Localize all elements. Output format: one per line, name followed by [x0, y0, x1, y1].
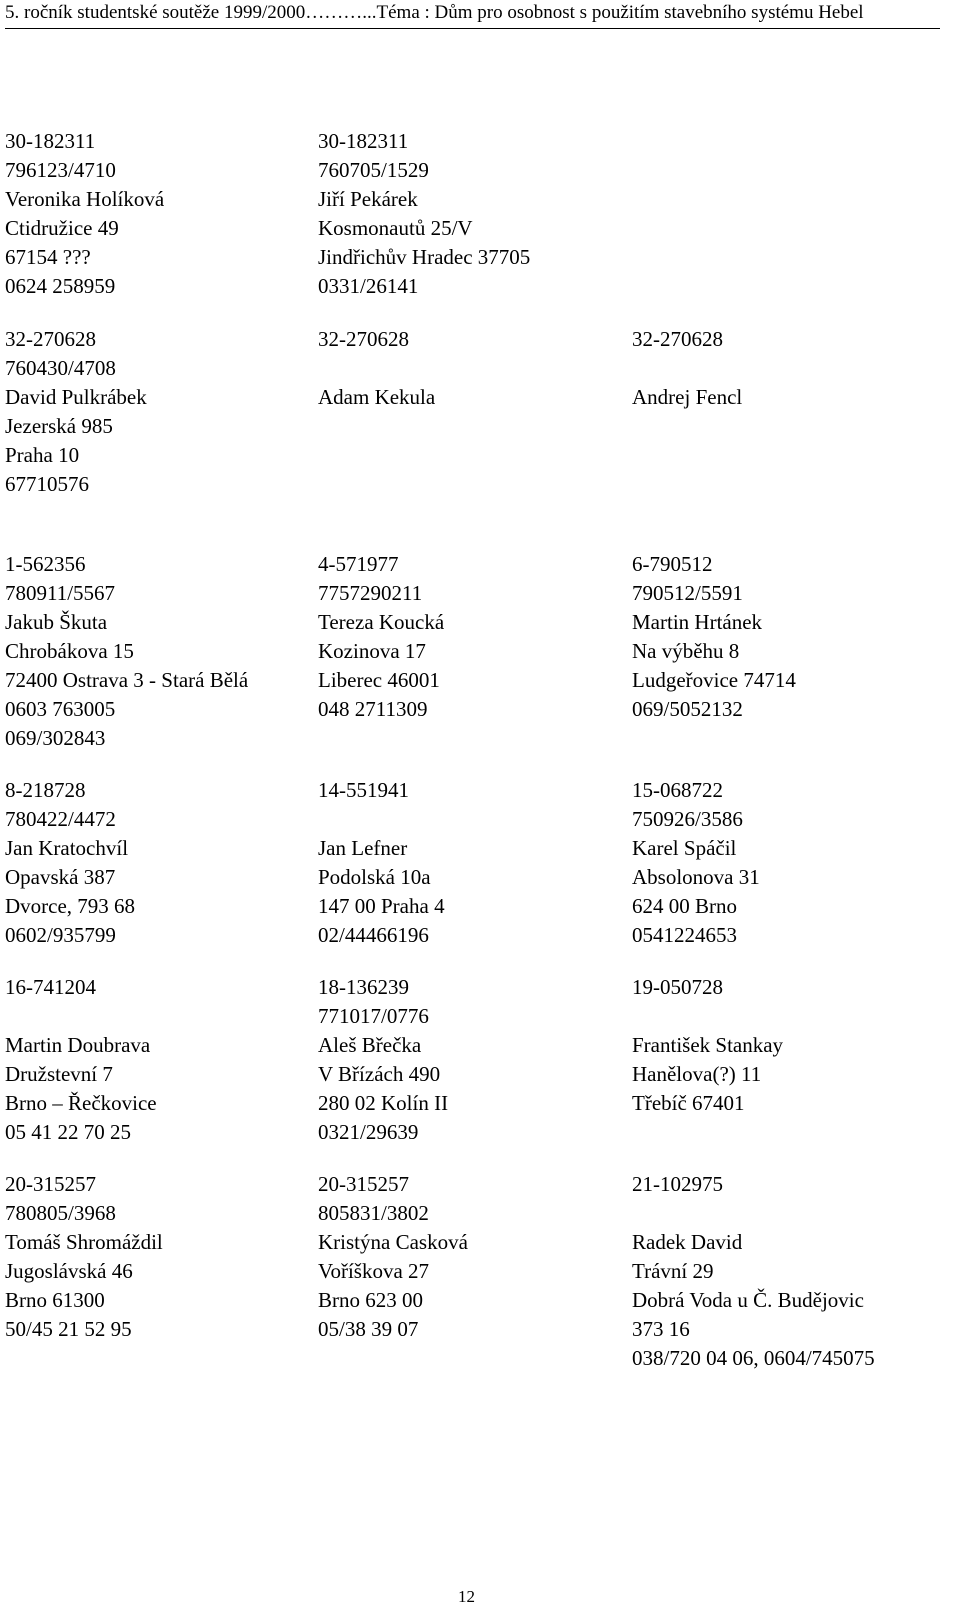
- entry-line: 760705/1529: [318, 158, 429, 182]
- entry-block: [318, 776, 445, 950]
- entry-line: 18-136239: [318, 975, 409, 999]
- entry-line: Jezerská 985: [5, 414, 113, 438]
- entry-line: 20-315257: [318, 1172, 409, 1196]
- entry-line: 32-270628: [5, 327, 96, 351]
- entry-line: Adam Kekula: [318, 385, 436, 409]
- entry-line: [318, 354, 435, 383]
- entry-line: Praha 10: [5, 443, 80, 467]
- entry-line: 805831/3802: [318, 1201, 429, 1225]
- entry-line: 780911/5567: [5, 581, 116, 605]
- entry-block: [632, 776, 760, 950]
- entry-line: Chrobákova 15: [5, 639, 134, 663]
- entry-line: 67154 ???: [5, 245, 91, 269]
- entry-line: 048 2711309: [318, 697, 428, 721]
- entry-line: [632, 1199, 875, 1228]
- entry-line: Jindřichův Hradec 37705: [318, 245, 531, 269]
- entry-line: 0321/29639: [318, 1120, 419, 1144]
- entry-line: Podolská 10a: [318, 865, 431, 889]
- entry-block: [632, 973, 783, 1118]
- entry-line: Jugoslávská 46: [5, 1259, 133, 1283]
- entry-line: Dobrá Voda u Č. Budějovic: [632, 1288, 864, 1312]
- entry-line: 0602/935799: [5, 923, 116, 947]
- entry-line: 67710576: [5, 472, 89, 496]
- entry-line: 20-315257: [5, 1172, 96, 1196]
- entry-line: Dvorce, 793 68: [5, 894, 136, 918]
- entry-line: [5, 1002, 157, 1031]
- header-divider: [5, 28, 940, 29]
- entry-line: 32-270628: [632, 327, 723, 351]
- entry-line: 02/44466196: [318, 923, 429, 947]
- entry-line: 72400 Ostrava 3 - Stará Bělá: [5, 668, 249, 692]
- entry-block: [632, 1170, 875, 1373]
- entry-line: Voříškova 27: [318, 1259, 430, 1283]
- page-header: 5. ročník studentské soutěže 1999/2000………...Téma : Dům pro osobnost s použitím stavebního systému Hebel: [5, 2, 864, 23]
- entry-line: Brno – Řečkovice: [5, 1091, 157, 1115]
- entry-block: [318, 550, 444, 724]
- entry-line: Tomáš Shromáždil: [5, 1230, 163, 1254]
- entry-line: Ctidružice 49: [5, 216, 119, 240]
- entry-line: Kristýna Casková: [318, 1230, 468, 1254]
- entry-line: Martin Hrtánek: [632, 610, 763, 634]
- entry-block: [318, 1170, 468, 1344]
- entry-block: [318, 127, 530, 301]
- entry-line: 0331/26141: [318, 274, 419, 298]
- entry-line: 069/302843: [5, 726, 106, 750]
- entry-block: [318, 325, 435, 412]
- entry-line: 4-571977: [318, 552, 399, 576]
- entry-line: František Stankay: [632, 1033, 784, 1057]
- entry-line: 14-551941: [318, 778, 409, 802]
- entry-line: 771017/0776: [318, 1004, 429, 1028]
- entry-line: Trávní 29: [632, 1259, 714, 1283]
- entry-line: Jakub Škuta: [5, 610, 108, 634]
- entry-line: David Pulkrábek: [5, 385, 147, 409]
- entry-line: 796123/4710: [5, 158, 116, 182]
- entry-line: 0541224653: [632, 923, 737, 947]
- entry-line: 069/5052132: [632, 697, 743, 721]
- entry-line: 21-102975: [632, 1172, 723, 1196]
- entry-block: [5, 550, 248, 753]
- entry-line: 7757290211: [318, 581, 423, 605]
- entry-line: 8-218728: [5, 778, 86, 802]
- entry-line: Opavská 387: [5, 865, 116, 889]
- entry-line: Družstevní 7: [5, 1062, 113, 1086]
- entry-line: Jiří Pekárek: [318, 187, 418, 211]
- entry-block: [318, 973, 448, 1147]
- entry-line: Andrej Fencl: [632, 385, 743, 409]
- entry-line: Tereza Koucká: [318, 610, 445, 634]
- entry-line: 05 41 22 70 25: [5, 1120, 131, 1144]
- entry-line: Veronika Holíková: [5, 187, 165, 211]
- entry-line: Karel Spáčil: [632, 836, 737, 860]
- entry-line: Jan Kratochvíl: [5, 836, 129, 860]
- entry-line: 0624 258959: [5, 274, 116, 298]
- entry-block: [5, 776, 135, 950]
- entry-line: Na výběhu 8: [632, 639, 740, 663]
- entry-line: Absolonova 31: [632, 865, 760, 889]
- entry-line: Hanělova(?) 11: [632, 1062, 762, 1086]
- entry-line: 750926/3586: [632, 807, 743, 831]
- entry-line: Ludgeřovice 74714: [632, 668, 796, 692]
- entry-block: [5, 973, 157, 1147]
- entry-line: 32-270628: [318, 327, 409, 351]
- entry-line: 6-790512: [632, 552, 713, 576]
- page-number: 12: [458, 1587, 475, 1606]
- entry-line: Martin Doubrava: [5, 1033, 151, 1057]
- entry-line: Brno 61300: [5, 1288, 105, 1312]
- entry-line: 780805/3968: [5, 1201, 116, 1225]
- entry-line: Brno 623 00: [318, 1288, 423, 1312]
- entry-line: 780422/4472: [5, 807, 116, 831]
- entry-block: [632, 550, 796, 724]
- entry-line: [318, 805, 445, 834]
- entry-line: 373 16: [632, 1317, 690, 1341]
- entry-block: [5, 325, 147, 499]
- entry-line: 624 00 Brno: [632, 894, 737, 918]
- entry-line: Radek David: [632, 1230, 743, 1254]
- entry-line: Liberec 46001: [318, 668, 440, 692]
- entry-line: 30-182311: [5, 129, 96, 153]
- entry-line: [632, 1002, 783, 1031]
- entry-line: 16-741204: [5, 975, 96, 999]
- entry-line: 05/38 39 07: [318, 1317, 419, 1341]
- entry-line: Třebíč 67401: [632, 1091, 745, 1115]
- entry-block: [5, 1170, 163, 1344]
- entry-line: Kozinova 17: [318, 639, 426, 663]
- entry-block: [632, 325, 742, 412]
- entry-line: Kosmonautů 25/V: [318, 216, 473, 240]
- entry-line: Aleš Břečka: [318, 1033, 422, 1057]
- entry-line: Jan Lefner: [318, 836, 408, 860]
- entry-line: 50/45 21 52 95: [5, 1317, 132, 1341]
- entry-line: 19-050728: [632, 975, 723, 999]
- entry-line: 038/720 04 06, 0604/745075: [632, 1346, 875, 1370]
- entry-line: 790512/5591: [632, 581, 743, 605]
- entry-line: 147 00 Praha 4: [318, 894, 445, 918]
- entry-line: V Břízách 490: [318, 1062, 441, 1086]
- entry-line: 30-182311: [318, 129, 409, 153]
- entry-line: 0603 763005: [5, 697, 116, 721]
- entry-line: 15-068722: [632, 778, 723, 802]
- entry-line: 280 02 Kolín II: [318, 1091, 449, 1115]
- entry-block: [5, 127, 164, 301]
- entry-line: [632, 354, 742, 383]
- entry-line: 760430/4708: [5, 356, 116, 380]
- entry-line: 1-562356: [5, 552, 86, 576]
